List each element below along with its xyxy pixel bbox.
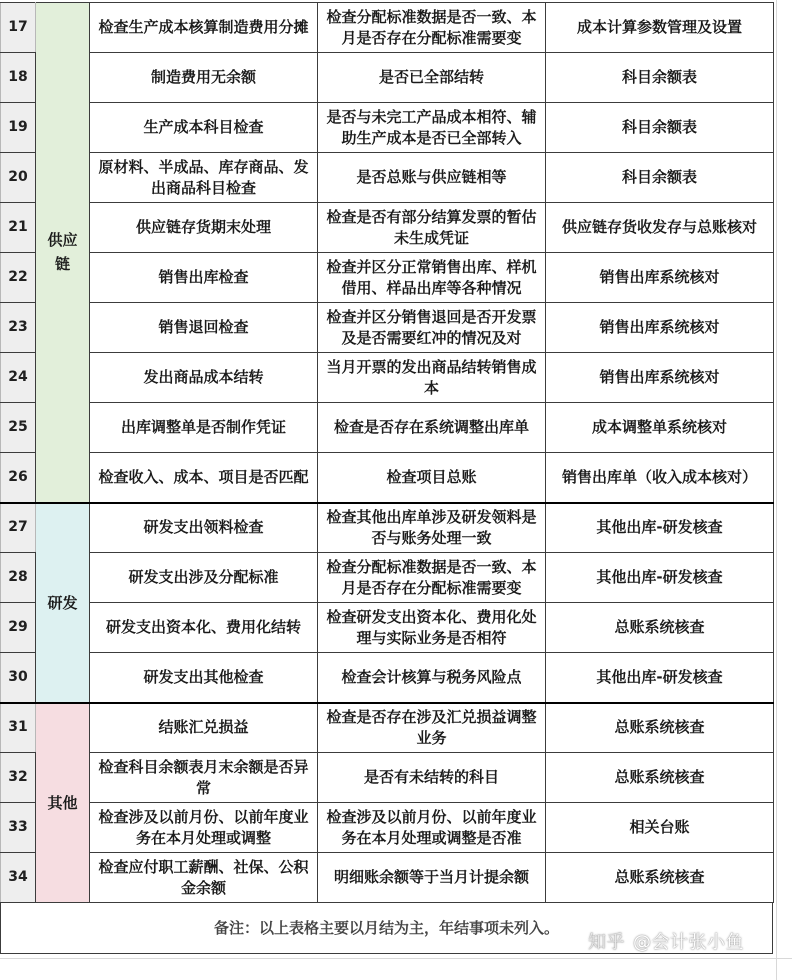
check-source <box>546 253 774 303</box>
watermark <box>588 928 744 954</box>
check-content-text: 是否已全部结转 <box>378 68 484 86</box>
check-item-text: 制造费用无余额 <box>150 68 256 86</box>
check-content-text: 检查分配标准数据是否一致、本月是否存在分配标准需要变 <box>326 7 537 47</box>
check-source-text: 销售出库系统核对 <box>599 268 720 286</box>
table-row <box>1 653 774 703</box>
check-item <box>90 553 318 603</box>
row-number-text: 25 <box>8 419 28 435</box>
check-item-text: 生产成本科目检查 <box>143 118 264 136</box>
check-content-text: 检查涉及以前月份、以前年度业务在本月处理或调整是否准 <box>326 807 537 847</box>
row-number <box>1 703 36 753</box>
row-number <box>1 753 36 803</box>
check-source <box>546 353 774 403</box>
check-source-text: 总账系统核查 <box>614 618 705 636</box>
row-number <box>1 3 36 53</box>
check-content <box>318 553 546 603</box>
check-content <box>318 653 546 703</box>
check-source-text: 其他出库-研发核查 <box>596 667 723 686</box>
table-row <box>1 803 774 853</box>
table-row <box>1 753 774 803</box>
row-number <box>1 503 36 553</box>
check-item <box>90 103 318 153</box>
check-source <box>546 803 774 853</box>
check-source-text: 成本调整单系统核对 <box>591 418 727 436</box>
check-content <box>318 753 546 803</box>
check-source-text: 相关台账 <box>629 818 690 836</box>
check-item <box>90 853 318 903</box>
category-label: 供应链 <box>47 231 78 274</box>
check-item <box>90 253 318 303</box>
table-row <box>1 503 774 553</box>
row-number <box>1 803 36 853</box>
check-source <box>546 3 774 53</box>
row-number <box>1 353 36 403</box>
check-source <box>546 753 774 803</box>
sheet-gridline <box>0 958 792 959</box>
check-source <box>546 553 774 603</box>
row-number <box>1 53 36 103</box>
row-number <box>1 553 36 603</box>
table-row <box>1 103 774 153</box>
check-item-text: 检查应付职工薪酬、社保、公积金余额 <box>98 857 309 897</box>
month-end-checklist-table <box>0 2 774 903</box>
check-source-text: 科目余额表 <box>621 168 697 186</box>
row-number-text: 33 <box>8 819 28 835</box>
check-content-text: 明细账余额等于当月计提余额 <box>333 868 529 886</box>
row-number <box>1 653 36 703</box>
category-cell-other <box>36 703 90 903</box>
check-source-text: 供应链存货收发存与总账核对 <box>561 218 757 236</box>
watermark-author: @会计张小鱼 <box>633 932 744 953</box>
check-source <box>546 53 774 103</box>
row-number-text: 31 <box>8 719 28 736</box>
table-row <box>1 703 774 753</box>
row-number-text: 34 <box>8 869 28 885</box>
check-source <box>546 103 774 153</box>
check-source <box>546 853 774 903</box>
table-row <box>1 203 774 253</box>
table-row <box>1 403 774 453</box>
check-item-text: 原材料、半成品、库存商品、发出商品科目检查 <box>98 157 309 197</box>
check-source-text: 其他出库-研发核查 <box>596 518 723 537</box>
table-row <box>1 153 774 203</box>
check-item <box>90 403 318 453</box>
row-number-text: 30 <box>8 668 28 685</box>
check-content-text: 是否总账与供应链相等 <box>356 168 507 186</box>
table-row <box>1 603 774 653</box>
check-source-text: 销售出库单（收入成本核对） <box>561 467 757 486</box>
check-source <box>546 603 774 653</box>
category-cell-rd <box>36 503 90 703</box>
check-content <box>318 453 546 503</box>
check-content-text: 检查其他出库单涉及研发领料是否与账务处理一致 <box>326 507 537 547</box>
check-item-text: 研发支出资本化、费用化结转 <box>105 618 301 636</box>
row-number-text: 23 <box>8 319 28 335</box>
check-content <box>318 853 546 903</box>
check-item-text: 检查涉及以前月份、以前年度业务在本月处理或调整 <box>98 807 309 847</box>
check-item <box>90 153 318 203</box>
check-source-text: 总账系统核查 <box>614 718 705 737</box>
check-source-text: 科目余额表 <box>621 68 697 86</box>
check-content <box>318 603 546 653</box>
check-source <box>546 403 774 453</box>
check-content-text: 是否与未完工产品成本相符、辅助生产成本是否已全部转入 <box>326 107 537 147</box>
check-content-text: 检查并区分销售退回是否开发票及是否需要红冲的情况及对 <box>326 307 537 347</box>
check-item-text: 研发支出涉及分配标准 <box>128 568 279 586</box>
remark-text: 备注：以上表格主要以月结为主，年结事项未列入。 <box>213 919 559 937</box>
row-number <box>1 603 36 653</box>
check-item <box>90 803 318 853</box>
check-content <box>318 803 546 853</box>
check-source <box>546 303 774 353</box>
check-source-text: 总账系统核查 <box>614 768 705 786</box>
check-source <box>546 203 774 253</box>
row-number-text: 20 <box>8 169 28 185</box>
check-source-text: 其他出库-研发核查 <box>596 568 723 586</box>
check-source-text: 成本计算参数管理及设置 <box>576 18 742 36</box>
check-source <box>546 453 774 503</box>
check-source <box>546 153 774 203</box>
row-number <box>1 153 36 203</box>
check-content <box>318 253 546 303</box>
row-number-text: 24 <box>8 369 28 385</box>
check-item-text: 销售出库检查 <box>158 268 249 286</box>
row-number <box>1 853 36 903</box>
table-row <box>1 353 774 403</box>
check-item-text: 结账汇兑损益 <box>158 718 249 737</box>
check-item <box>90 603 318 653</box>
check-source <box>546 703 774 753</box>
check-content-text: 检查是否存在涉及汇兑损益调整业务 <box>326 707 537 747</box>
check-content-text: 检查分配标准数据是否一致、本月是否存在分配标准需要变 <box>326 557 537 597</box>
check-content <box>318 103 546 153</box>
check-source <box>546 653 774 703</box>
row-number <box>1 403 36 453</box>
check-content-text: 检查研发支出资本化、费用化处理与实际业务是否相符 <box>326 607 537 647</box>
category-cell-supply-chain <box>36 3 90 503</box>
check-content-text: 检查并区分正常销售出库、样机借用、样品出库等各种情况 <box>326 257 537 297</box>
check-content <box>318 403 546 453</box>
sheet-gridline <box>776 0 777 980</box>
check-item <box>90 653 318 703</box>
table-row <box>1 253 774 303</box>
row-number <box>1 453 36 503</box>
row-number-text: 32 <box>8 769 28 785</box>
row-number-text: 26 <box>8 468 28 485</box>
check-content <box>318 203 546 253</box>
check-item-text: 检查科目余额表月末余额是否异常 <box>98 757 309 797</box>
watermark-brand: 知乎 <box>588 932 625 953</box>
check-item-text: 供应链存货期末处理 <box>135 218 271 236</box>
check-item <box>90 353 318 403</box>
row-number-text: 21 <box>8 219 28 235</box>
check-item <box>90 203 318 253</box>
check-item <box>90 303 318 353</box>
check-item <box>90 503 318 553</box>
check-source-text: 销售出库系统核对 <box>599 368 720 386</box>
row-number <box>1 253 36 303</box>
check-item <box>90 3 318 53</box>
check-source-text: 科目余额表 <box>621 118 697 136</box>
row-number-text: 17 <box>8 19 28 35</box>
category-label: 其他 <box>47 793 78 812</box>
table-row <box>1 303 774 353</box>
check-item-text: 发出商品成本结转 <box>143 368 264 386</box>
row-number-text: 18 <box>8 69 28 85</box>
check-content <box>318 503 546 553</box>
check-source-text: 销售出库系统核对 <box>599 318 720 336</box>
table-row <box>1 53 774 103</box>
check-content <box>318 303 546 353</box>
check-content <box>318 703 546 753</box>
row-number-text: 27 <box>8 519 28 536</box>
check-content-text: 检查是否存在系统调整出库单 <box>333 418 529 436</box>
check-content <box>318 153 546 203</box>
check-item <box>90 753 318 803</box>
check-content-text: 检查会计核算与税务风险点 <box>341 667 522 686</box>
check-item-text: 研发支出领料检查 <box>143 518 264 537</box>
check-content <box>318 3 546 53</box>
table-row <box>1 853 774 903</box>
table-row <box>1 553 774 603</box>
row-number <box>1 303 36 353</box>
check-item <box>90 53 318 103</box>
check-content-text: 检查项目总账 <box>386 467 477 486</box>
check-content-text: 是否有未结转的科目 <box>363 768 499 786</box>
check-item-text: 销售退回检查 <box>158 318 249 336</box>
row-number-text: 19 <box>8 119 28 135</box>
check-item-text: 检查收入、成本、项目是否匹配 <box>98 467 309 486</box>
category-label: 研发 <box>47 593 78 612</box>
table-row <box>1 3 774 53</box>
check-item-text: 出库调整单是否制作凭证 <box>120 418 286 436</box>
check-source <box>546 503 774 553</box>
check-content-text: 检查是否有部分结算发票的暂估未生成凭证 <box>326 207 537 247</box>
row-number-text: 22 <box>8 269 28 285</box>
check-item <box>90 453 318 503</box>
row-number-text: 29 <box>8 619 28 635</box>
check-content <box>318 353 546 403</box>
check-content <box>318 53 546 103</box>
check-source-text: 总账系统核查 <box>614 868 705 886</box>
check-item-text: 检查生产成本核算制造费用分摊 <box>98 18 309 36</box>
check-item <box>90 703 318 753</box>
row-number-text: 28 <box>8 569 28 585</box>
check-item-text: 研发支出其他检查 <box>143 667 264 686</box>
table-row <box>1 453 774 503</box>
row-number <box>1 103 36 153</box>
row-number <box>1 203 36 253</box>
check-content-text: 当月开票的发出商品结转销售成本 <box>326 357 537 397</box>
